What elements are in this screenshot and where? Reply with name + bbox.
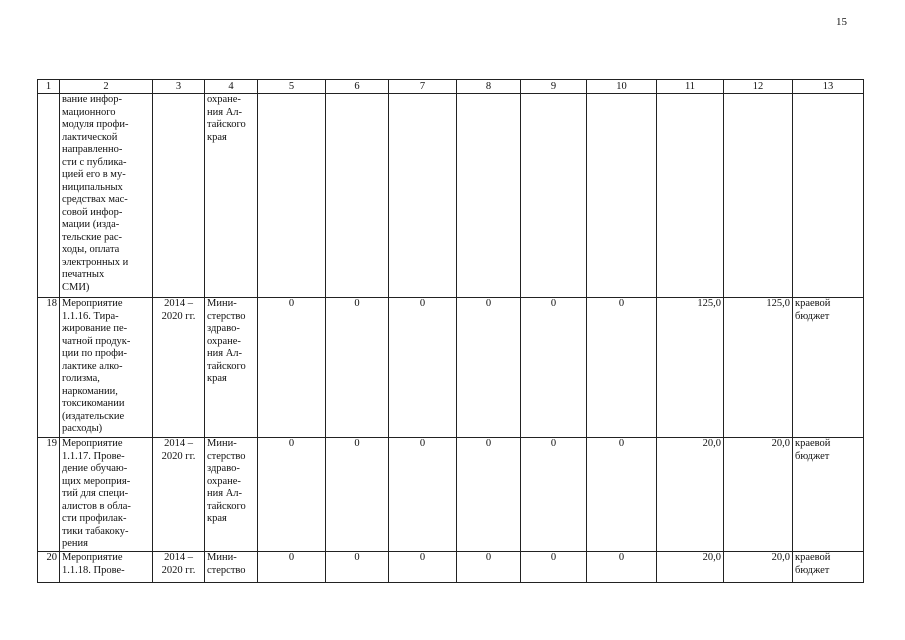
column-header-5: 5 xyxy=(258,80,326,94)
value-col8: 0 xyxy=(457,438,521,552)
header-row xyxy=(38,80,864,94)
table-row xyxy=(38,94,864,298)
value-col12: 20,0 xyxy=(724,552,793,583)
column-header-12: 12 xyxy=(724,80,793,94)
table-row xyxy=(38,438,864,552)
column-header-3: 3 xyxy=(153,80,205,94)
row-number xyxy=(38,94,60,298)
value-col11: 20,0 xyxy=(657,438,724,552)
column-header-11: 11 xyxy=(657,80,724,94)
value-col7 xyxy=(389,94,457,298)
column-header-1: 1 xyxy=(38,80,60,94)
value-col5: 0 xyxy=(258,298,326,438)
measure-name: Мероприятие 1.1.16. Тира- жирование пе- чатной продук- ции по профи- лактике алко- голизма, наркомании, токсикомании (издательские расходы) xyxy=(60,298,153,438)
value-col12 xyxy=(724,94,793,298)
value-col5: 0 xyxy=(258,438,326,552)
value-col7: 0 xyxy=(389,298,457,438)
value-col10: 0 xyxy=(587,438,657,552)
value-col7: 0 xyxy=(389,438,457,552)
value-col12: 125,0 xyxy=(724,298,793,438)
executor: Мини- стерство xyxy=(205,552,258,583)
funding-source: краевой бюджет xyxy=(793,298,864,438)
period xyxy=(153,94,205,298)
value-col8: 0 xyxy=(457,552,521,583)
value-col5 xyxy=(258,94,326,298)
value-col11: 125,0 xyxy=(657,298,724,438)
value-col8: 0 xyxy=(457,298,521,438)
value-col6: 0 xyxy=(326,552,389,583)
period: 2014 – 2020 гг. xyxy=(153,438,205,552)
period: 2014 – 2020 гг. xyxy=(153,298,205,438)
funding-source xyxy=(793,94,864,298)
row-number: 19 xyxy=(38,438,60,552)
value-col10: 0 xyxy=(587,298,657,438)
executor: охране- ния Ал- тайского края xyxy=(205,94,258,298)
executor: Мини- стерство здраво- охране- ния Ал- тайского края xyxy=(205,438,258,552)
period: 2014 – 2020 гг. xyxy=(153,552,205,583)
row-number: 20 xyxy=(38,552,60,583)
value-col9 xyxy=(521,94,587,298)
value-col6 xyxy=(326,94,389,298)
measure-name: Мероприятие 1.1.17. Прове- дение обучаю- щих мероприя- тий для специ- алистов в обла- сти профилак- тики табакоку- рения xyxy=(60,438,153,552)
value-col9: 0 xyxy=(521,438,587,552)
column-header-6: 6 xyxy=(326,80,389,94)
column-header-13: 13 xyxy=(793,80,864,94)
value-col9: 0 xyxy=(521,552,587,583)
column-header-10: 10 xyxy=(587,80,657,94)
row-number: 18 xyxy=(38,298,60,438)
value-col6: 0 xyxy=(326,438,389,552)
executor: Мини- стерство здраво- охране- ния Ал- тайского края xyxy=(205,298,258,438)
funding-source: краевой бюджет xyxy=(793,552,864,583)
column-header-2: 2 xyxy=(60,80,153,94)
measure-name: вание инфор- мационного модуля профи- лактической направленно- сти с публика- цией его в му- ниципальных средствах мас- совой инфор- мации (изда- тельские рас- ходы, оплата электронных и печатных СМИ) xyxy=(60,94,153,298)
value-col9: 0 xyxy=(521,298,587,438)
table-row xyxy=(38,552,864,583)
value-col10 xyxy=(587,94,657,298)
program-table xyxy=(37,79,864,583)
page-number: 15 xyxy=(836,16,847,28)
column-header-8: 8 xyxy=(457,80,521,94)
value-col6: 0 xyxy=(326,298,389,438)
value-col8 xyxy=(457,94,521,298)
measure-name: Мероприятие 1.1.18. Прове- xyxy=(60,552,153,583)
value-col7: 0 xyxy=(389,552,457,583)
column-header-9: 9 xyxy=(521,80,587,94)
column-header-4: 4 xyxy=(205,80,258,94)
value-col5: 0 xyxy=(258,552,326,583)
value-col11 xyxy=(657,94,724,298)
table-row xyxy=(38,298,864,438)
value-col10: 0 xyxy=(587,552,657,583)
value-col11: 20,0 xyxy=(657,552,724,583)
funding-source: краевой бюджет xyxy=(793,438,864,552)
column-header-7: 7 xyxy=(389,80,457,94)
value-col12: 20,0 xyxy=(724,438,793,552)
